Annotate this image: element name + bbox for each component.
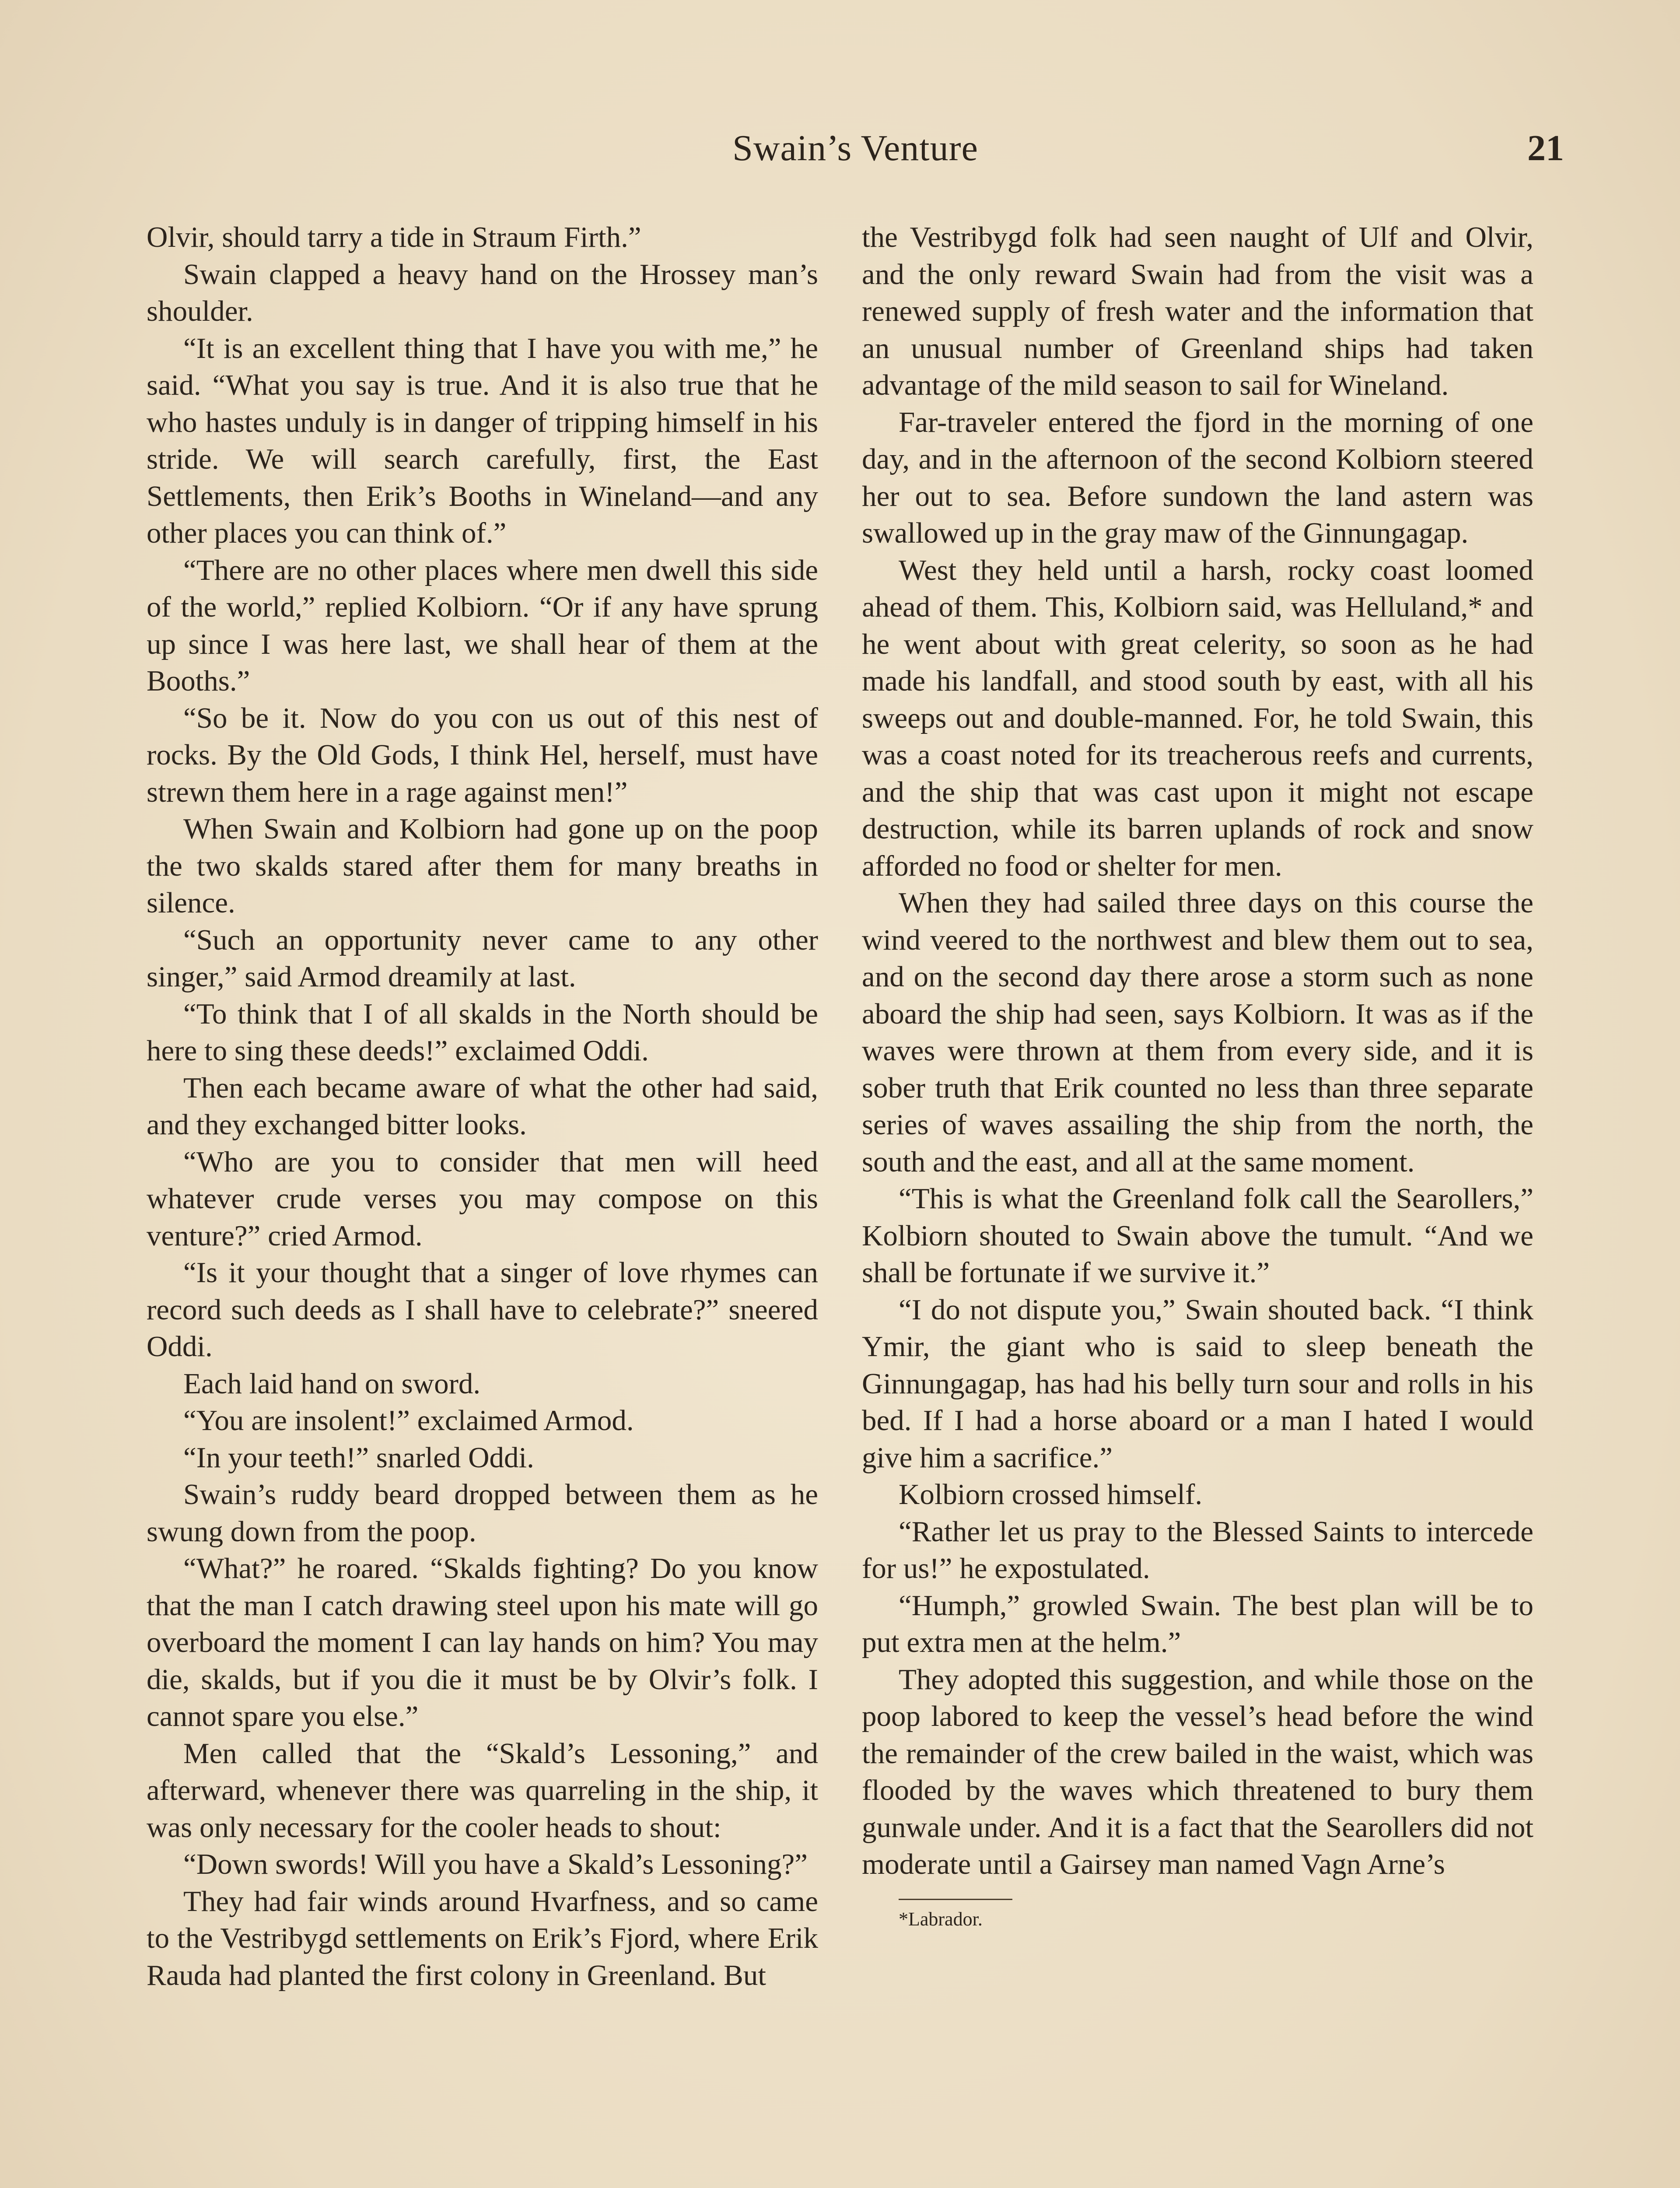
paragraph: “Rather let us pray to the Blessed Saints to intercede for us!” he expostulated. (862, 1515, 1533, 1585)
paragraph: “I do not dispute you,” Swain shouted back. “I think Ymir, the giant who is said to sleep beneath the Ginnungagap, has had his belly turn sour and rolls in his bed. If I had a horse aboard or a man I hated I would give him a sacrifice.” (862, 1293, 1533, 1474)
paragraph: “Such an opportunity never came to any other singer,” said Armod dreamily at last. (147, 923, 818, 993)
paragraph: Swain’s ruddy beard dropped between them as he swung down from the poop. (147, 1478, 818, 1548)
left-column (147, 219, 818, 1994)
paragraph: “Humph,” growled Swain. The best plan will be to put extra men at the helm.” (862, 1589, 1533, 1659)
paragraph: Men called that the “Skald’s Lessoning,” and afterward, whenever there was quarreling in the ship, it was only necessary for the cooler heads to shout: (147, 1737, 818, 1844)
right-column (862, 219, 1533, 1932)
paragraph: Then each became aware of what the other had said, and they exchanged bitter looks. (147, 1071, 818, 1141)
paragraph: Each laid hand on sword. (183, 1367, 481, 1400)
paragraph: Far-traveler entered the fjord in the morning of one day, and in the afternoon of the second Kolbiorn steered her out to sea. Before sundown the land astern was swallowed up in the gray maw of the Ginnungagap. (862, 406, 1533, 549)
paragraph: “What?” he roared. “Skalds fighting? Do you know that the man I catch drawing steel upon his mate will go overboard the moment I can lay hands on him? You may die, skalds, but if you die it must be by Olvir’s folk. I cannot spare you else.” (147, 1552, 818, 1732)
paragraph: “You are insolent!” exclaimed Armod. (183, 1404, 634, 1437)
paragraph: When they had sailed three days on this course the wind veered to the northwest and blew them out to sea, and on the second day there arose a storm such as none aboard the ship had seen, says Kolbiorn. It was as if the waves were thrown at them from every side, and it is sober truth that Erik counted no less than three separate series of waves assailing the ship from the north, the south and the east, and all at the same moment. (862, 887, 1533, 1178)
footnote (862, 1899, 1533, 1932)
running-title: Swain’s Venture (732, 128, 978, 168)
page-number: 21 (1527, 128, 1564, 168)
paragraph: “It is an excellent thing that I have you with me,” he said. “What you say is true. And it is also true that he who hastes unduly is in danger of tripping himself in his stride. We will search carefully, first, the East Settlements, then Erik’s Booths in Wineland—and any other places you can think of.” (147, 332, 818, 549)
paragraph: “So be it. Now do you con us out of this nest of rocks. By the Old Gods, I think Hel, herself, must have strewn them here in a rage against men!” (147, 701, 818, 808)
text-body (147, 219, 1564, 2188)
paragraph: “In your teeth!” snarled Oddi. (183, 1441, 534, 1474)
page-header (147, 127, 1564, 188)
paragraph: the Vestribygd folk had seen naught of Ulf and Olvir, and the only reward Swain had from the visit was a renewed supply of fresh water and the information that an unusual number of Greenland ships had taken advantage of the mild season to sail for Wineland. (862, 221, 1533, 401)
paragraph: “To think that I of all skalds in the North should be here to sing these deeds!” exclaimed Oddi. (147, 997, 818, 1067)
paragraph: Kolbiorn crossed himself. (899, 1478, 1203, 1511)
footnote-text: *Labrador. (899, 1908, 983, 1930)
paragraph: They had fair winds around Hvarfness, and so came to the Vestribygd settlements on Erik’s Fjord, where Erik Rauda had planted the first colony in Greenland. But (147, 1885, 818, 1992)
paragraph: “This is what the Greenland folk call the Searollers,” Kolbiorn shouted to Swain above the tumult. “And we shall be fortunate if we survive it.” (862, 1182, 1533, 1289)
paragraph: When Swain and Kolbiorn had gone up on the poop the two skalds stared after them for many breaths in silence. (147, 813, 818, 919)
paragraph: “There are no other places where men dwell this side of the world,” replied Kolbiorn. “Or if any have sprung up since I was here last, we shall hear of them at the Booths.” (147, 554, 818, 697)
paragraph: Olvir, should tarry a tide in Straum Firth.” (147, 221, 641, 253)
paragraph: They adopted this suggestion, and while those on the poop labored to keep the vessel’s head before the wind the remainder of the crew bailed in the waist, which was flooded by the waves which threatened to bury them gunwale under. And it is a fact that the Searollers did not moderate until a Gairsey man named Vagn Arne’s (862, 1663, 1533, 1880)
footnote-rule (899, 1899, 1012, 1900)
paragraph: “Down swords! Will you have a Skald’s Lessoning?” (183, 1848, 808, 1880)
paragraph: Swain clapped a heavy hand on the Hrossey man’s shoulder. (147, 258, 818, 327)
paragraph: West they held until a harsh, rocky coast loomed ahead of them. This, Kolbiorn said, was Helluland,* and he went about with great celerity, so soon as he had made his landfall, and stood south by east, with all his sweeps out and double-manned. For, he told Swain, this was a coast noted for its treacherous reefs and currents, and the ship that was cast upon it might not escape destruction, while its barren uplands of rock and snow afforded no food or shelter for men. (862, 554, 1533, 882)
paragraph: “Is it your thought that a singer of love rhymes can record such deeds as I shall have to celebrate?” sneered Oddi. (147, 1256, 818, 1363)
paragraph: “Who are you to consider that men will heed whatever crude verses you may compose on this venture?” cried Armod. (147, 1145, 818, 1252)
